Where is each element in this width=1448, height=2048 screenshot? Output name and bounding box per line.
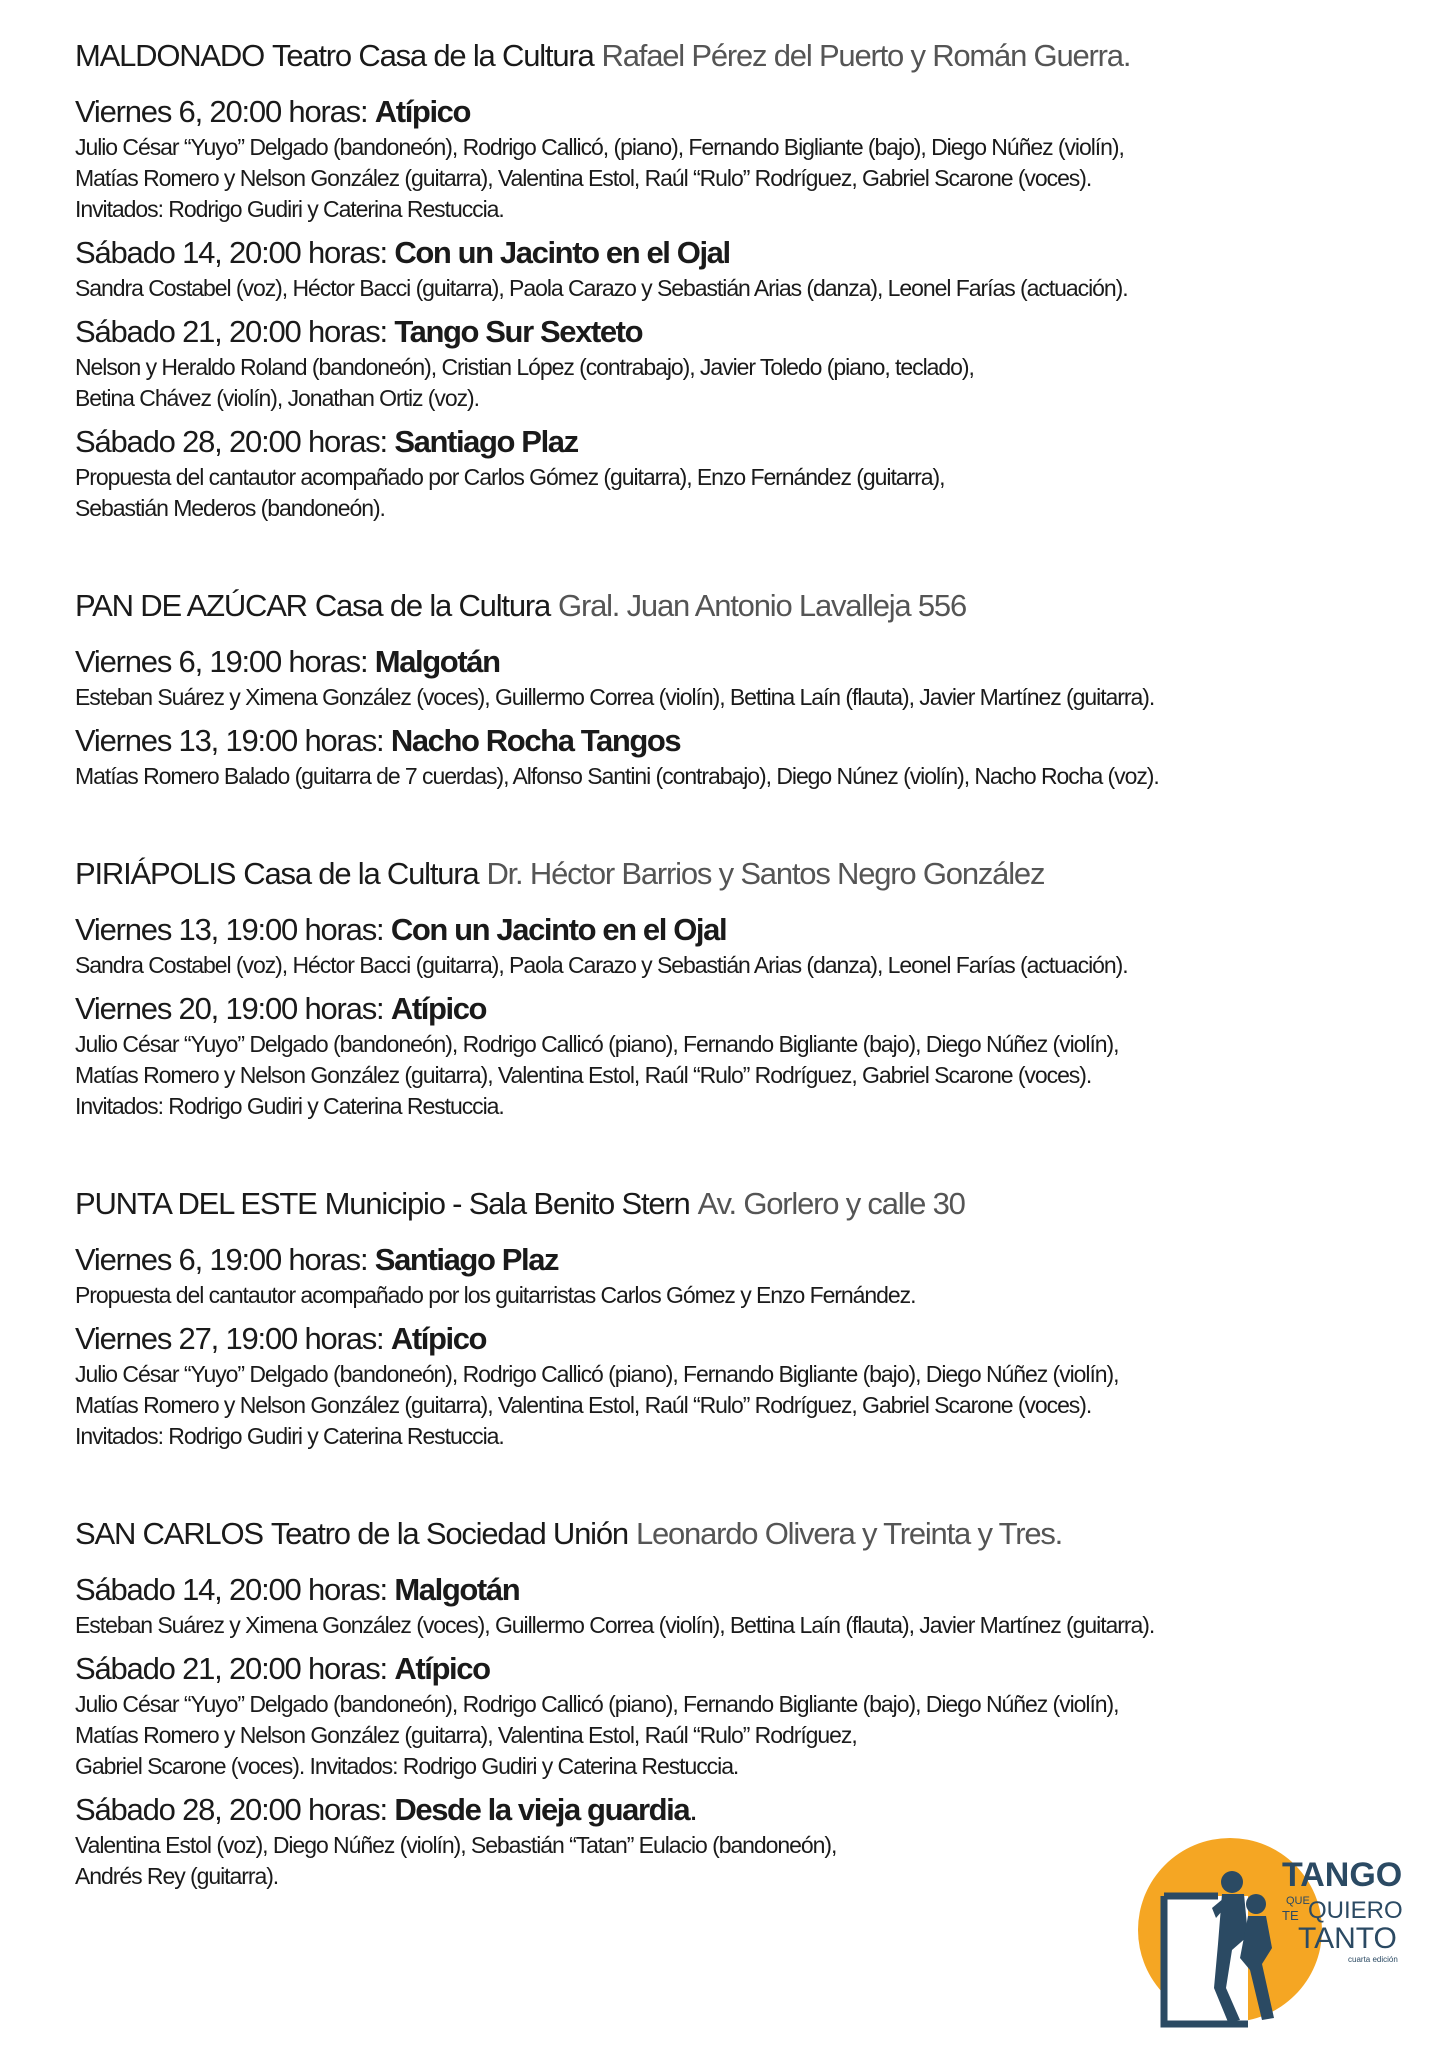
logo-edition: cuarta edición — [1348, 1955, 1398, 1964]
venue-address: Rafael Pérez del Puerto y Román Guerra. — [601, 38, 1131, 73]
event-description: Esteban Suárez y Ximena González (voces), Guillermo Correa (violín), Bettina Laín (flauta), Javier Martínez (guitarra). — [75, 1612, 1155, 1638]
event-heading — [75, 910, 1405, 950]
event-description: Julio César “Yuyo” Delgado (bandoneón), Rodrigo Callicó, (piano), Fernando Bigliante (bajo), Diego Núñez (violín), Matías Romero y Nelson González (guitarra), Valentina Estol, Raúl “Rulo” Rodríguez, Gabriel Scarone (voces). Invitados: Rodrigo Gudiri y Caterina Restuccia. — [75, 134, 1124, 222]
venue-place: Casa de la Cultura — [314, 588, 551, 623]
event-description: Sandra Costabel (voz), Héctor Bacci (guitarra), Paola Carazo y Sebastián Arias (danza), Leonel Farías (actuación). — [75, 275, 1128, 301]
event — [75, 1649, 1405, 1782]
event-title: Malgotán — [394, 1572, 520, 1607]
event-description: Julio César “Yuyo” Delgado (bandoneón), Rodrigo Callicó (piano), Fernando Bigliante (bajo), Diego Núñez (violín), Matías Romero y Nelson González (guitarra), Valentina Estol, Raúl “Rulo” Rodríguez, Gabriel Scarone (voces). Invitados: Rodrigo Gudiri y Caterina Restuccia. — [75, 1031, 1119, 1119]
event-title: Nacho Rocha Tangos — [390, 723, 681, 758]
program-listing — [75, 28, 1405, 1892]
venue-place: Casa de la Cultura — [243, 856, 479, 891]
event-title-suffix: . — [689, 1792, 697, 1827]
event-title: Con un Jacinto en el Ojal — [390, 912, 727, 947]
event — [75, 910, 1405, 981]
venue-name: PAN DE AZÚCAR — [75, 588, 307, 623]
event-description: Propuesta del cantautor acompañado por los guitarristas Carlos Gómez y Enzo Fernández. — [75, 1282, 916, 1308]
venue-san-carlos — [75, 1506, 1405, 1892]
event-heading — [75, 1570, 1405, 1610]
tango-logo — [1122, 1838, 1422, 2028]
venue-pan-de-azucar — [75, 578, 1405, 792]
event-heading — [75, 989, 1405, 1029]
event-date-time: Viernes 27, 19:00 horas: — [75, 1321, 391, 1356]
venue-title — [75, 28, 1405, 84]
event-heading — [75, 92, 1405, 132]
venue-address: Av. Gorlero y calle 30 — [697, 1186, 965, 1221]
event — [75, 642, 1405, 713]
event-description: Matías Romero Balado (guitarra de 7 cuerdas), Alfonso Santini (contrabajo), Diego Núnez (violín), Nacho Rocha (voz). — [75, 763, 1159, 789]
event-date-time: Viernes 20, 19:00 horas: — [75, 991, 391, 1026]
event — [75, 92, 1405, 225]
event-title: Atípico — [374, 94, 471, 129]
event-title: Atípico — [394, 1651, 490, 1686]
logo-title-tango: TANGO — [1282, 1856, 1403, 1894]
event-date-time: Sábado 28, 20:00 horas: — [75, 1792, 395, 1827]
event — [75, 1240, 1405, 1311]
event-title: Atípico — [390, 1321, 487, 1356]
venue-name: SAN CARLOS — [75, 1516, 263, 1551]
event-date-time: Viernes 6, 19:00 horas: — [75, 1242, 375, 1277]
venue-title — [75, 1506, 1405, 1562]
event — [75, 989, 1405, 1122]
event-description: Julio César “Yuyo” Delgado (bandoneón), Rodrigo Callicó (piano), Fernando Bigliante (bajo), Diego Núñez (violín), Matías Romero y Nelson González (guitarra), Valentina Estol, Raúl “Rulo” Rodríguez, Gabriel Scarone (voces). Invitados: Rodrigo Gudiri y Caterina Restuccia. — [75, 1691, 1119, 1779]
event-description: Valentina Estol (voz), Diego Núñez (violín), Sebastián “Tatan” Eulacio (bandoneón), Andrés Rey (guitarra). — [75, 1832, 837, 1889]
venue-punta-del-este — [75, 1176, 1405, 1452]
event-date-time: Sábado 21, 20:00 horas: — [75, 314, 395, 349]
venue-title — [75, 846, 1405, 902]
logo-title-quiero: QUIERO — [1308, 1897, 1403, 1924]
event — [75, 1570, 1405, 1641]
venue-name: MALDONADO — [75, 38, 265, 73]
event-date-time: Viernes 6, 20:00 horas: — [75, 94, 375, 129]
event-description: Julio César “Yuyo” Delgado (bandoneón), Rodrigo Callicó (piano), Fernando Bigliante (bajo), Diego Núñez (violín), Matías Romero y Nelson González (guitarra), Valentina Estol, Raúl “Rulo” Rodríguez, Gabriel Scarone (voces). Invitados: Rodrigo Gudiri y Caterina Restuccia. — [75, 1361, 1119, 1449]
event — [75, 1319, 1405, 1452]
event — [75, 721, 1405, 792]
event-date-time: Sábado 14, 20:00 horas: — [75, 1572, 395, 1607]
event-heading — [75, 1240, 1405, 1280]
event-heading — [75, 422, 1405, 462]
event-date-time: Viernes 13, 19:00 horas: — [75, 723, 391, 758]
event — [75, 233, 1405, 304]
event-title: Santiago Plaz — [374, 1242, 559, 1277]
event-heading — [75, 1649, 1405, 1689]
event-date-time: Viernes 13, 19:00 horas: — [75, 912, 391, 947]
venue-name: PUNTA DEL ESTE — [75, 1186, 317, 1221]
event-description: Propuesta del cantautor acompañado por Carlos Gómez (guitarra), Enzo Fernández (guitarra), Sebastián Mederos (bandoneón). — [75, 464, 945, 521]
event — [75, 422, 1405, 524]
venue-title — [75, 1176, 1405, 1232]
event-date-time: Sábado 14, 20:00 horas: — [75, 235, 395, 270]
event-date-time: Sábado 21, 20:00 horas: — [75, 1651, 395, 1686]
event-heading — [75, 721, 1405, 761]
logo-small-te: TE — [1282, 1908, 1299, 1923]
event-title: Desde la vieja guardia — [394, 1792, 690, 1827]
venue-place: Municipio - Sala Benito Stern — [324, 1186, 690, 1221]
event — [75, 312, 1405, 414]
venue-address: Gral. Juan Antonio Lavalleja 556 — [558, 588, 966, 623]
logo-title-tanto: TANTO — [1298, 1922, 1397, 1955]
event-heading — [75, 233, 1405, 273]
venue-address: Dr. Héctor Barrios y Santos Negro González — [486, 856, 1045, 891]
logo-small-que: QUE — [1286, 1895, 1310, 1907]
event-title: Santiago Plaz — [394, 424, 578, 459]
venue-title — [75, 578, 1405, 634]
venue-name: PIRIÁPOLIS — [75, 856, 236, 891]
event-description: Sandra Costabel (voz), Héctor Bacci (guitarra), Paola Carazo y Sebastián Arias (danza), Leonel Farías (actuación). — [75, 952, 1128, 978]
event-heading — [75, 1790, 1405, 1830]
event-date-time: Viernes 6, 19:00 horas: — [75, 644, 375, 679]
event-date-time: Sábado 28, 20:00 horas: — [75, 424, 395, 459]
venue-place: Teatro de la Sociedad Unión — [270, 1516, 628, 1551]
event-description: Nelson y Heraldo Roland (bandoneón), Cristian López (contrabajo), Javier Toledo (piano, teclado), Betina Chávez (violín), Jonathan Ortiz (voz). — [75, 354, 974, 411]
event-heading — [75, 1319, 1405, 1359]
venue-address: Leonardo Olivera y Treinta y Tres. — [635, 1516, 1063, 1551]
event-title: Con un Jacinto en el Ojal — [394, 235, 730, 270]
venue-piriapolis — [75, 846, 1405, 1122]
event-title: Tango Sur Sexteto — [394, 314, 643, 349]
event-description: Esteban Suárez y Ximena González (voces), Guillermo Correa (violín), Bettina Laín (flauta), Javier Martínez (guitarra). — [75, 684, 1155, 710]
event-title: Atípico — [390, 991, 487, 1026]
event-heading — [75, 642, 1405, 682]
event-heading — [75, 312, 1405, 352]
event-title: Malgotán — [374, 644, 500, 679]
venue-maldonado — [75, 28, 1405, 524]
venue-place: Teatro Casa de la Cultura — [272, 38, 594, 73]
